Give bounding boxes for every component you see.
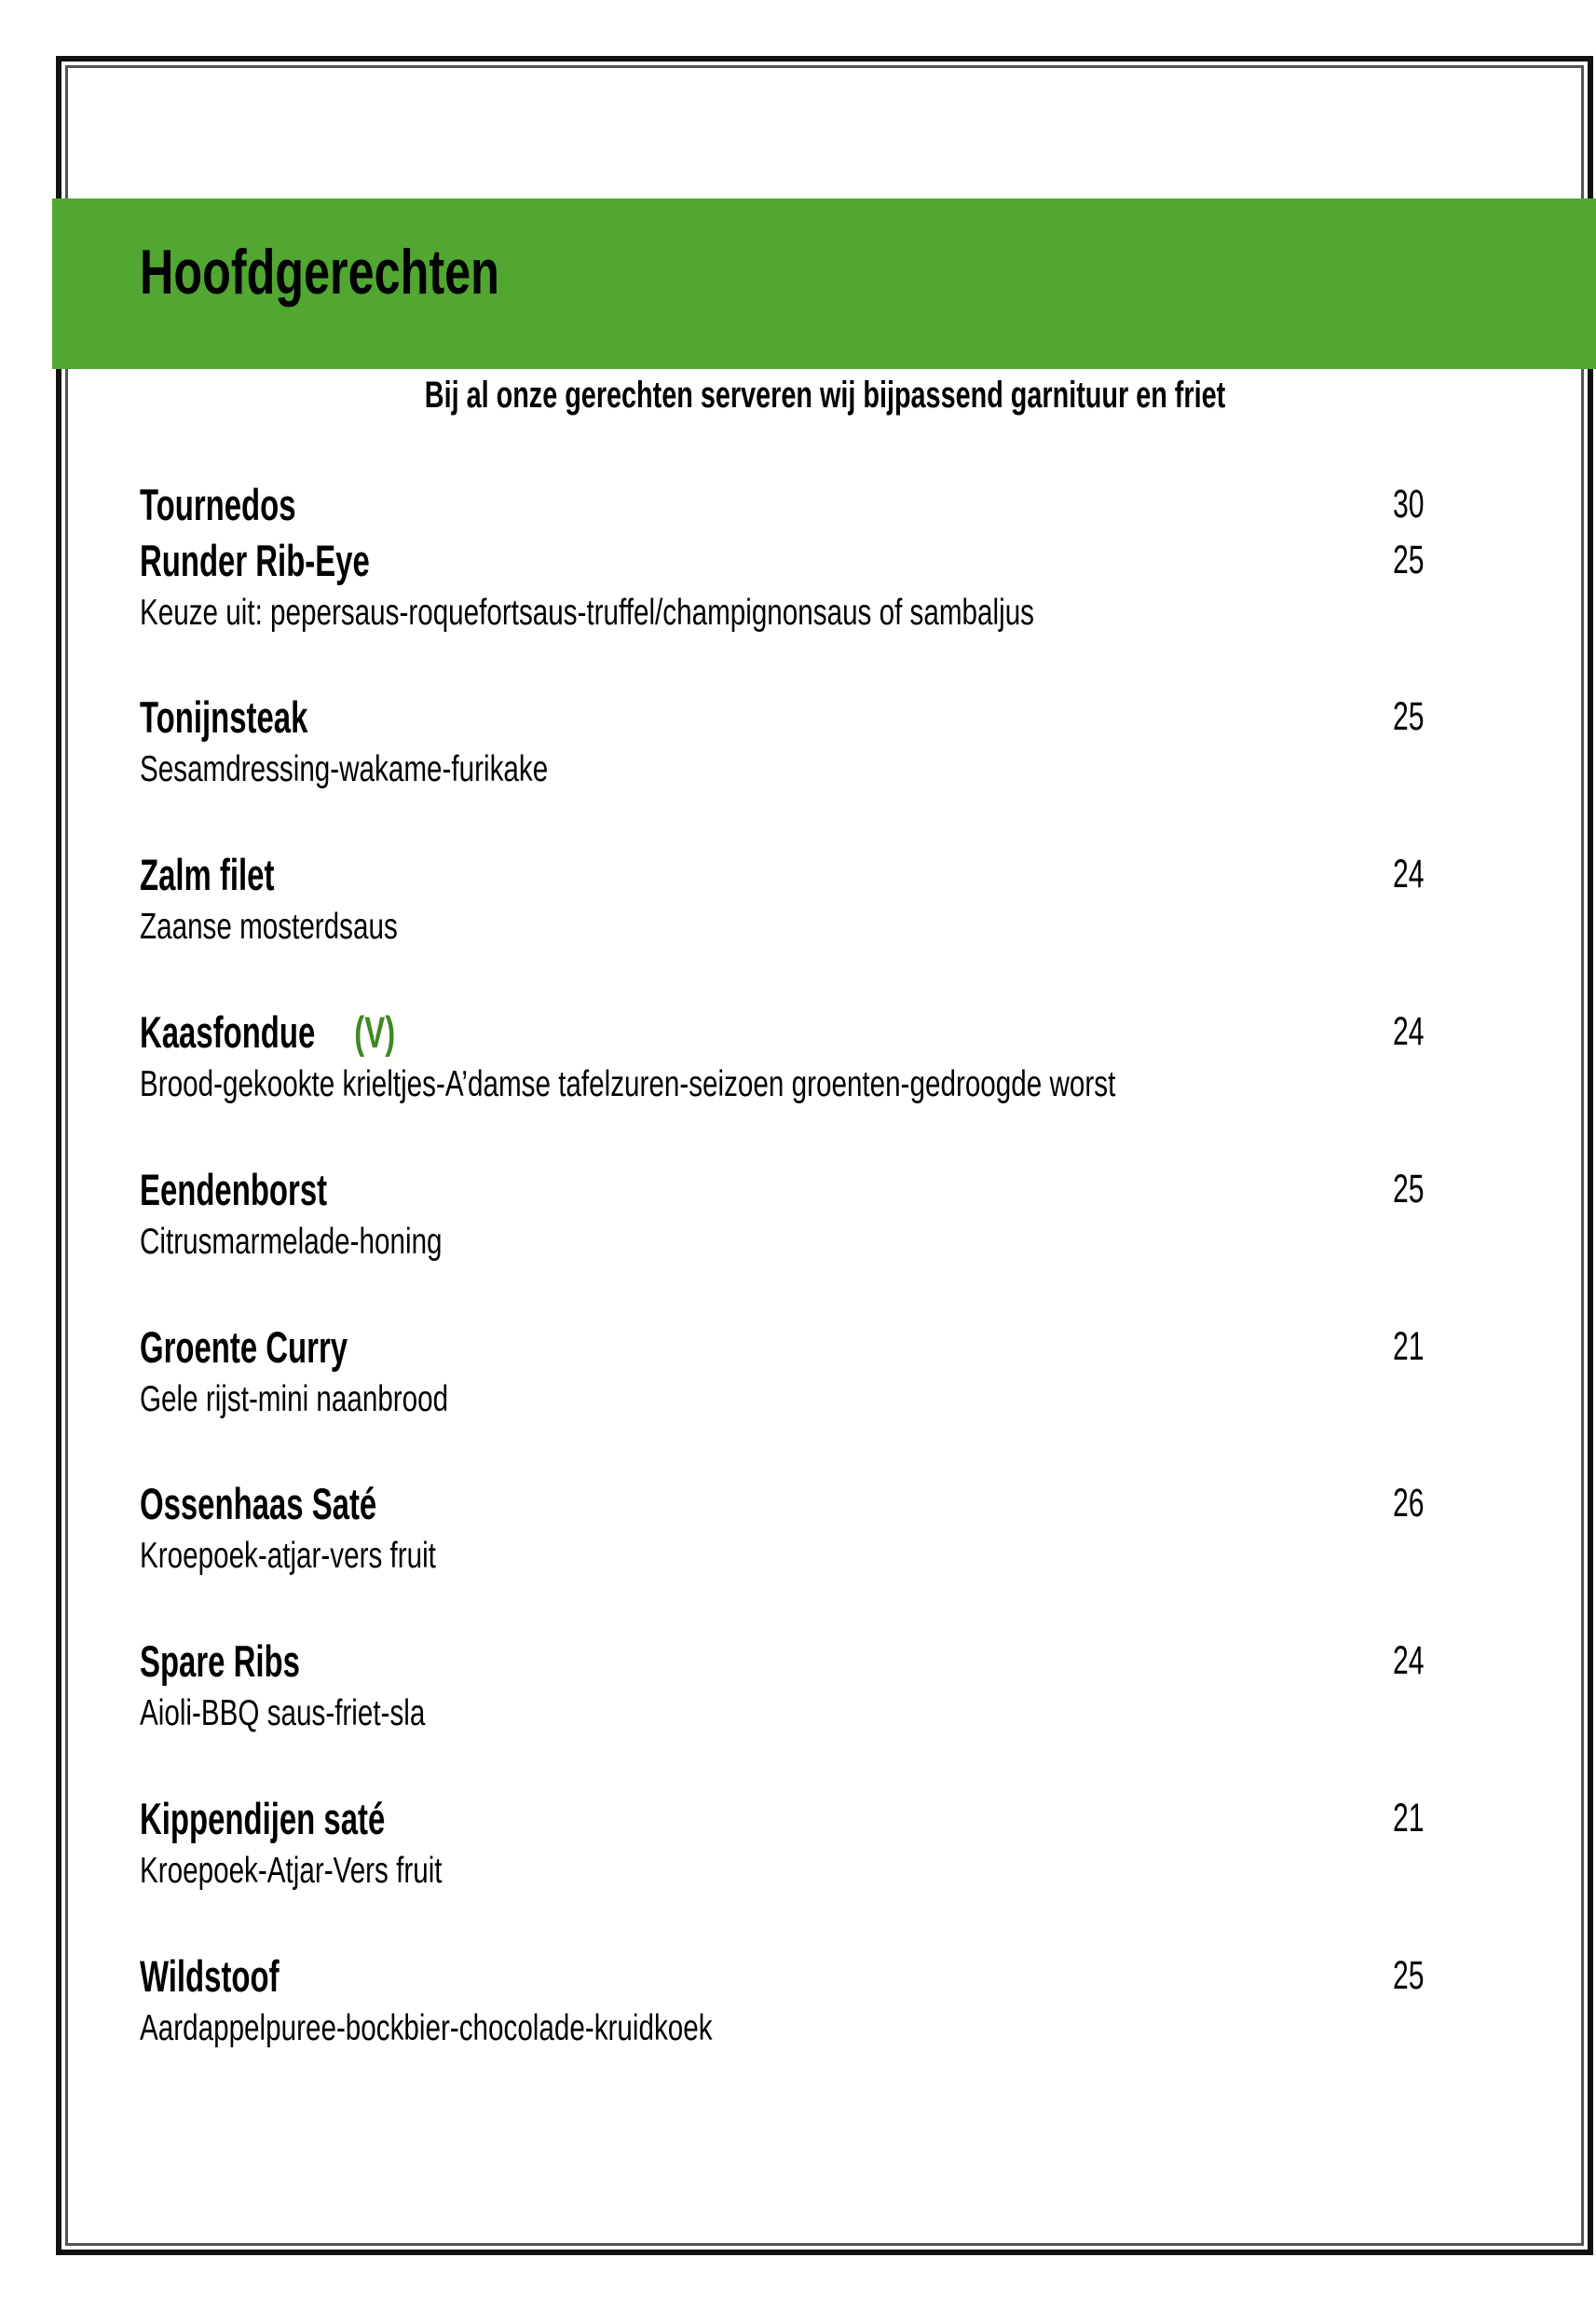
menu-item-name — [140, 1479, 377, 1528]
item-name-text: Groente Curry — [140, 1322, 348, 1372]
menu-item-price: 25 — [1393, 1953, 1425, 1998]
menu-item-name — [140, 1165, 328, 1214]
menu-item-description: Aioli-BBQ saus-friet-sla — [140, 1693, 426, 1733]
menu-item-name — [140, 692, 308, 742]
menu-item-description: Citrusmarmelade-honing — [140, 1222, 443, 1262]
item-name-text: Tonijnsteak — [140, 692, 308, 742]
menu-item-description: Kroepoek-Atjar-Vers fruit — [140, 1851, 443, 1891]
menu-item-price: 21 — [1393, 1324, 1425, 1369]
menu-item-price: 25 — [1393, 538, 1425, 582]
menu-item-description: Gele rijst-mini naanbrood — [140, 1379, 449, 1419]
item-name-text: Kippendijen saté — [140, 1794, 386, 1843]
menu-item-description: Brood-gekookte krieltjes-A’damse tafelzuren-seizoen groenten-gedroogde worst — [140, 1064, 1116, 1104]
menu-item-name — [140, 850, 275, 899]
menu-item-description: Zaanse mosterdsaus — [140, 907, 398, 947]
item-name-text: Ossenhaas Saté — [140, 1479, 377, 1528]
item-name-text: Zalm filet — [140, 850, 275, 899]
item-name-text: Wildstoof — [140, 1951, 280, 2001]
menu-item-price: 30 — [1393, 482, 1425, 527]
menu-item-description: Kroepoek-atjar-vers fruit — [140, 1536, 436, 1576]
menu-item-price: 24 — [1393, 852, 1425, 896]
page-subtitle: Bij al onze gerechten serveren wij bijpassend garnituur en friet — [424, 375, 1226, 416]
item-name-text: Tournedos — [140, 480, 296, 529]
menu-item-name — [140, 536, 370, 585]
menu-item-price: 21 — [1393, 1796, 1425, 1840]
menu-item-description: Keuze uit: pepersaus-roquefortsaus-truffel/champignonsaus of sambaljus — [140, 593, 1035, 633]
menu-item-description: Aardappelpuree-bockbier-chocolade-kruidkoek — [140, 2008, 713, 2048]
item-name-text: Spare Ribs — [140, 1636, 300, 1686]
menu-item-price: 25 — [1393, 694, 1425, 739]
menu-item-name — [140, 480, 296, 529]
menu-item-name — [140, 1636, 300, 1686]
menu-item-price: 24 — [1393, 1638, 1425, 1683]
menu-item-description: Sesamdressing-wakame-furikake — [140, 749, 549, 789]
menu-item-name — [140, 1322, 348, 1372]
item-name-text: Eendenborst — [140, 1165, 328, 1214]
vegetarian-badge: (V) — [354, 1007, 396, 1057]
page-title: Hoofdgerechten — [140, 237, 499, 308]
item-name-text: Kaasfondue — [140, 1007, 316, 1057]
menu-item-name — [140, 1951, 280, 2001]
menu-item-price: 26 — [1393, 1481, 1425, 1525]
menu-item-name — [140, 1794, 386, 1843]
menu-item-name — [140, 1007, 396, 1057]
item-name-text: Runder Rib-Eye — [140, 536, 370, 585]
menu-item-price: 25 — [1393, 1167, 1425, 1211]
menu-item-price: 24 — [1393, 1009, 1425, 1054]
